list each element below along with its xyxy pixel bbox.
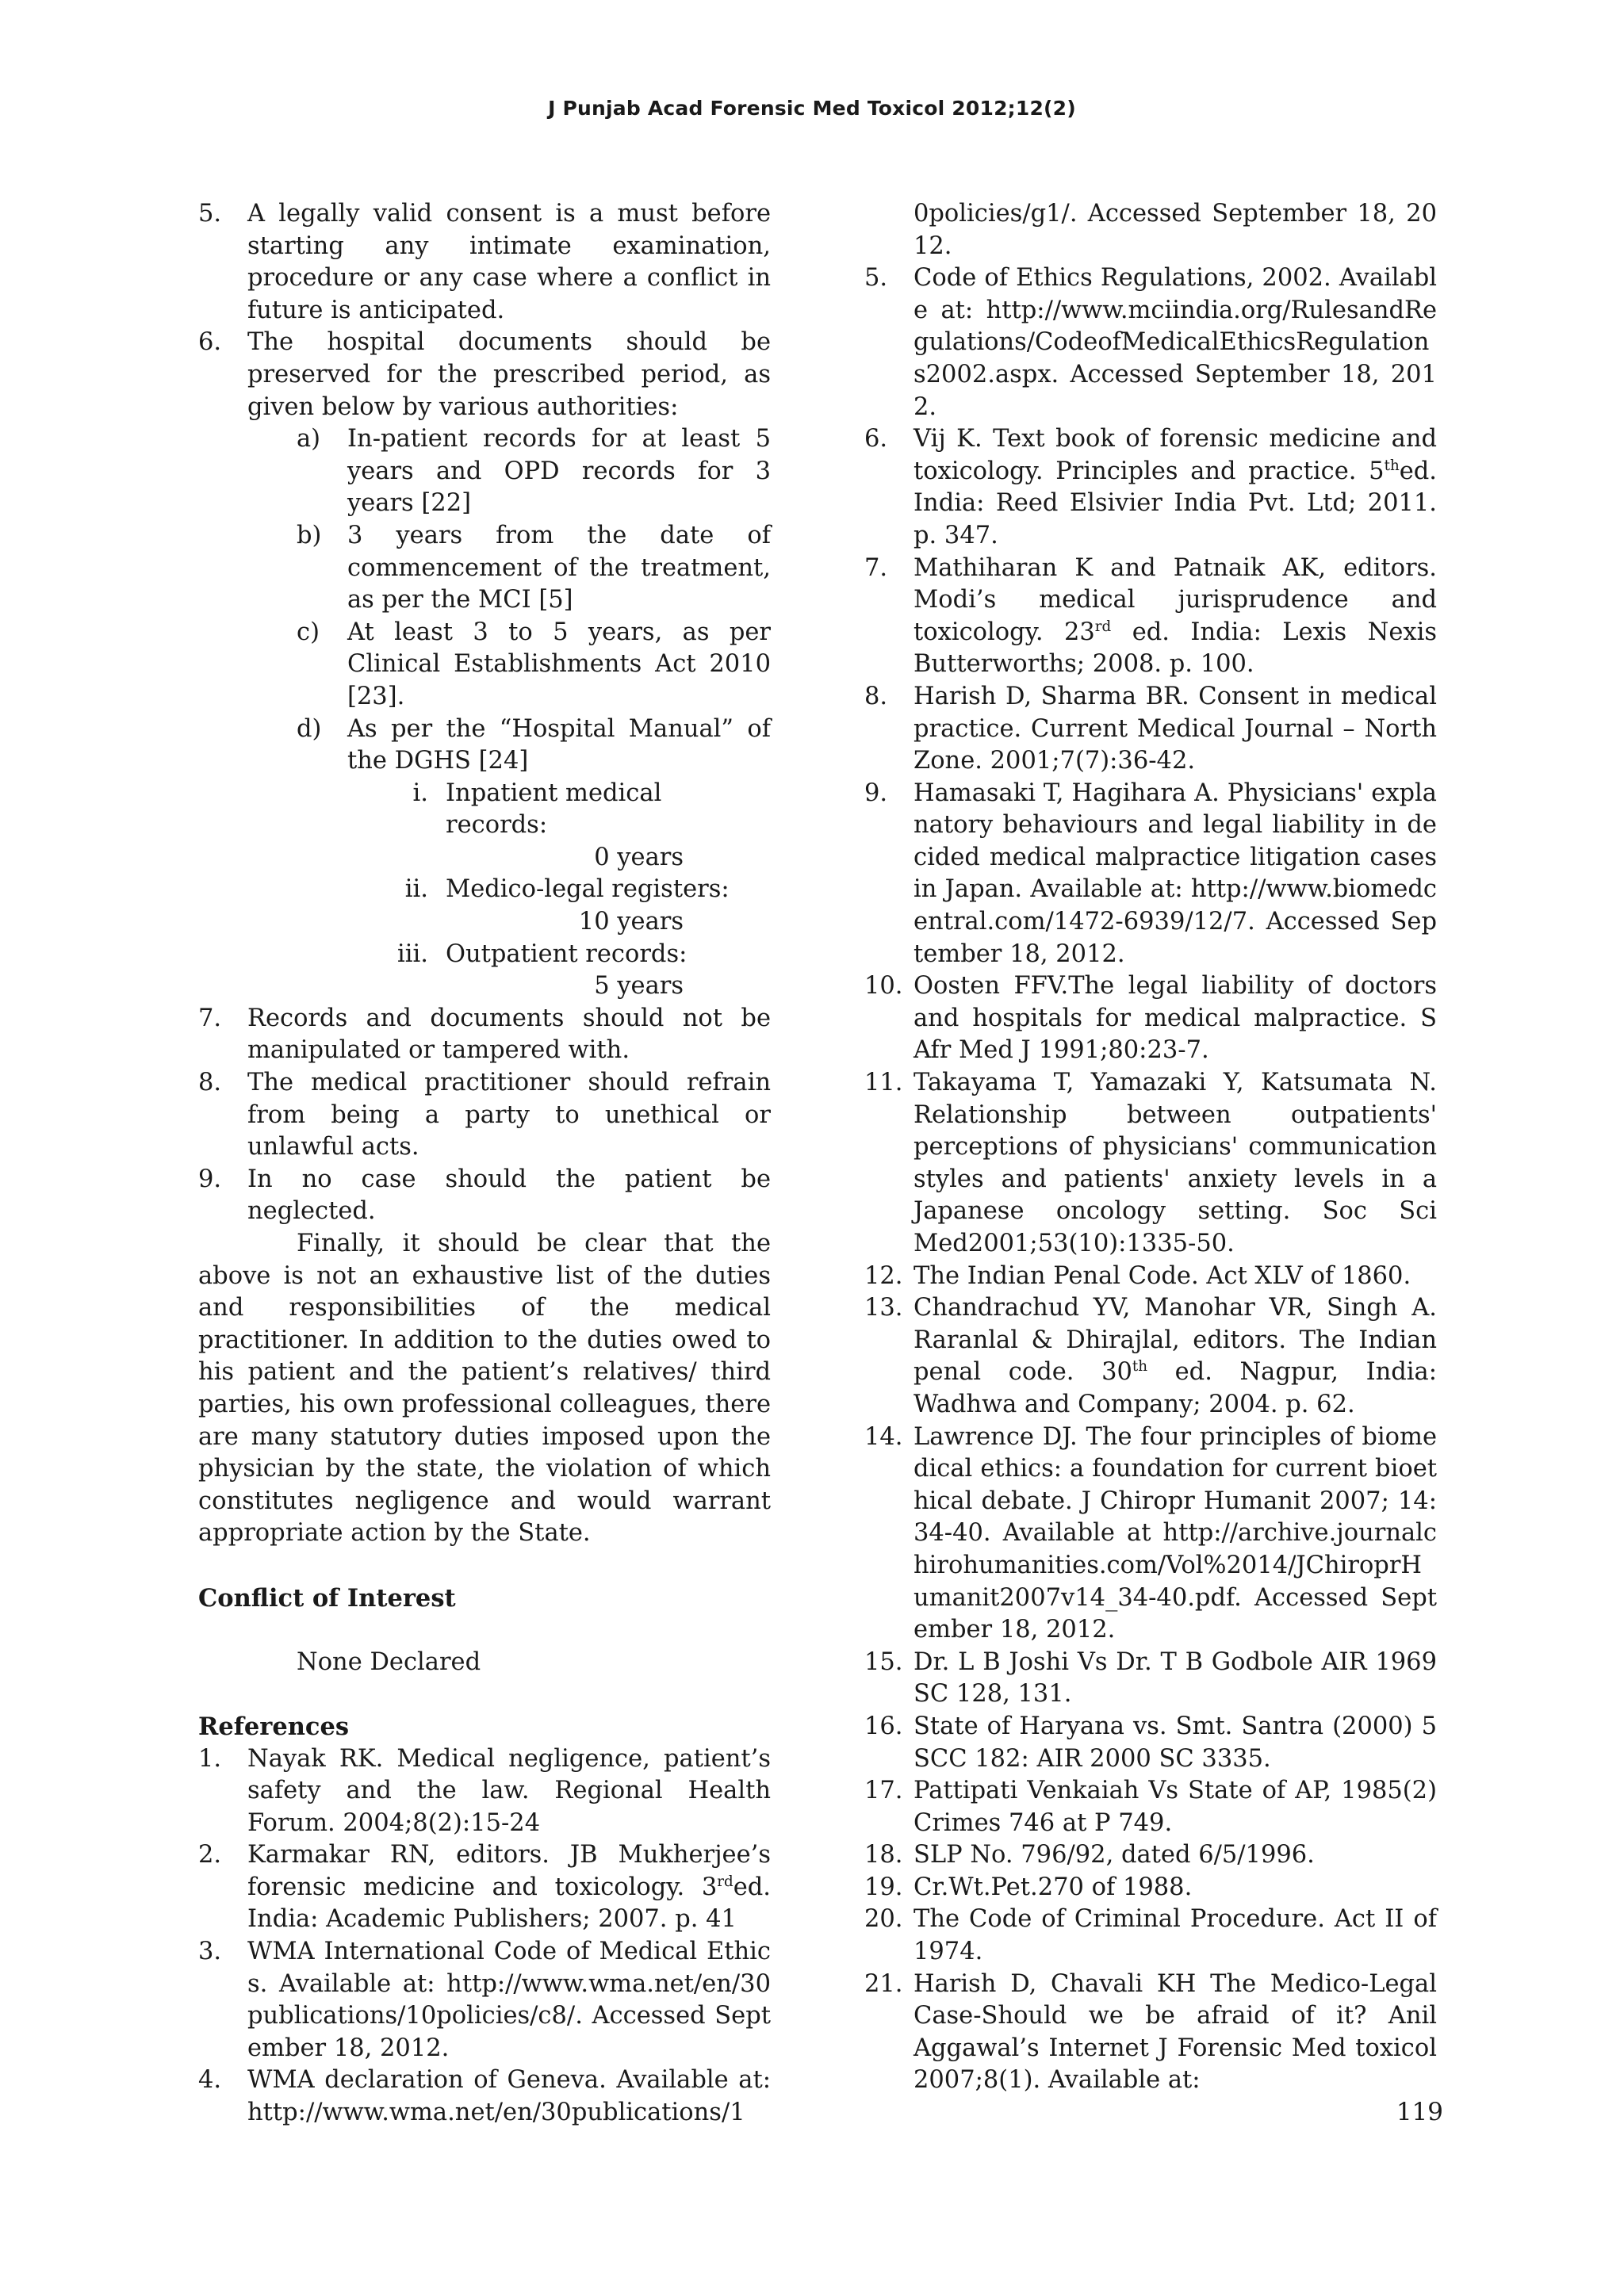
reference-superscript: rd [1094, 618, 1112, 635]
reference-item [864, 1292, 1437, 1421]
sub-item [198, 617, 771, 714]
references-heading: References [198, 1712, 350, 1741]
list-item [198, 1164, 771, 1228]
reference-text [914, 554, 1437, 679]
roman-numeral: ii. [404, 875, 428, 904]
retention-value: 0 years [594, 843, 684, 871]
reference-number: 3. [198, 1938, 222, 1966]
reference-number: 6. [864, 425, 888, 453]
reference-number: 11. [864, 1069, 903, 1097]
reference-item [864, 1261, 1437, 1293]
retention-value: 5 years [594, 972, 684, 1001]
reference-item [198, 2064, 771, 2129]
reference-text: Oosten FFV.The legal liability of doctors and hospitals for medical malpractice. S Afr Med J 1991;80:23-7. [914, 972, 1437, 1065]
reference-item [198, 1936, 771, 2064]
reference-number: 19. [864, 1873, 903, 1901]
retention-item [198, 778, 771, 874]
list-number: 5. [198, 200, 222, 228]
list-text: Records and documents should not be manipulated or tampered with. [247, 1004, 771, 1065]
sub-item [198, 423, 771, 520]
list-number: 7. [198, 1004, 222, 1032]
list-number: 9. [198, 1165, 222, 1193]
reference-text: Cr.Wt.Pet.270 of 1988. [914, 1873, 1193, 1901]
reference-item [864, 970, 1437, 1067]
journal-header: J Punjab Acad Forensic Med Toxicol 2012;12(2) [548, 97, 1076, 120]
reference-superscript: rd [717, 1873, 733, 1890]
list-number: 8. [198, 1069, 222, 1097]
reference-number: 9. [864, 779, 888, 807]
reference-text [247, 1841, 771, 1933]
list-item [198, 327, 771, 423]
reference-number: 1. [198, 1744, 222, 1773]
right-column [864, 198, 1437, 2097]
list-item [198, 198, 771, 327]
sub-text: In-patient records for at least 5 years and OPD records for 3 years [22] [347, 425, 771, 518]
closing-paragraph: Finally, it should be clear that the above is not an exhaustive list of the duties and responsibilities of the medical practitioner. In addition to the duties owed to his patient and the patient’s relatives/ third parties, his own professional colleagues, there are many statutory duties imposed upon the physician by the state, the violation of which constitutes negligence and would warrant appropriate action by the State. [198, 1230, 771, 1548]
roman-numeral: i. [412, 779, 428, 807]
reference-item [864, 1067, 1437, 1261]
reference-text-part: Vij K. Text book of forensic medicine and toxicology. Principles and practice. 5 [914, 425, 1437, 485]
reference-text: Dr. L B Joshi Vs Dr. T B Godbole AIR 1969 SC 128, 131. [914, 1647, 1437, 1709]
spacer [198, 1614, 771, 1647]
reference-number: 4. [198, 2066, 222, 2095]
reference-item [864, 1647, 1437, 1711]
reference-number: 8. [864, 682, 888, 710]
reference-number: 7. [864, 553, 888, 582]
reference-item [864, 1422, 1437, 1647]
conflict-of-interest-text: None Declared [297, 1647, 481, 1676]
reference-superscript: th [1132, 1358, 1148, 1376]
list-text: The hospital documents should be preserved for the prescribed period, as given below by various authorities: [247, 328, 771, 421]
reference-number: 17. [864, 1777, 903, 1805]
reference-text: Takayama T, Yamazaki Y, Katsumata N. Relationship between outpatients' perceptions of physicians' communication styles and patients' anxiety levels in a Japanese oncology setting. Soc Sci Med2001;53(10):1335-50. [914, 1069, 1437, 1257]
reference-number: 18. [864, 1841, 903, 1869]
reference-text: Harish D, Sharma BR. Consent in medical practice. Current Medical Journal – North Zone. 2001;7(7):36-42. [914, 682, 1437, 775]
reference-item [864, 1872, 1437, 1904]
list-text: A legally valid consent is a must before starting any intimate examination, procedure or any case where a conflict in future is anticipated. [247, 200, 771, 324]
reference-number: 13. [864, 1294, 903, 1322]
roman-numeral: iii. [397, 939, 428, 968]
reference-item [198, 1839, 771, 1936]
reference-item [864, 553, 1437, 681]
sub-letter: a) [297, 425, 321, 453]
reference-number: 12. [864, 1261, 903, 1290]
reference-text: The Code of Criminal Procedure. Act II of 1974. [914, 1905, 1437, 1966]
retention-label: Outpatient records: [446, 939, 688, 968]
reference-number: 15. [864, 1647, 903, 1676]
reference-item [864, 423, 1437, 552]
page-number: 119 [1396, 2098, 1443, 2126]
reference-text [914, 425, 1437, 549]
reference-text-part: Karmakar RN, editors. JB Mukherjee’s forensic medicine and toxicology. 3 [247, 1841, 771, 1901]
reference-text-part: Chandrachud YV, Manohar VR, Singh A. Raranlal & Dhirajlal, editors. The Indian penal code. 30 [914, 1294, 1437, 1387]
reference-text: Nayak RK. Medical negligence, patient’s safety and the law. Regional Health Forum. 2004;8(2):15-24 [247, 1744, 771, 1837]
reference-text-part: ed. India: Lexis Nexis Butterworths; 2008. p. 100. [914, 618, 1437, 679]
sub-item [198, 714, 771, 778]
reference-number: 16. [864, 1712, 903, 1740]
reference-number: 10. [864, 972, 903, 1001]
retention-label: Medico-legal registers: [446, 875, 730, 904]
sub-list [198, 423, 771, 778]
reference-text: Harish D, Chavali KH The Medico-Legal Case-Should we be afraid of it? Anil Aggawal’s Internet J Forensic Med toxicol 2007;8(1). Available at: [914, 1969, 1437, 2095]
sub-text: At least 3 to 5 years, as per Clinical Establishments Act 2010 [23]. [347, 618, 771, 710]
reference-text: 0policies/g1/. Accessed September 18, 2012. [914, 200, 1437, 260]
reference-item [864, 1969, 1437, 2097]
reference-text: Hamasaki T, Hagihara A. Physicians' explanatory behaviours and legal liability in decided medical malpractice litigation cases in Japan. Available at: http://www.biomedcentral.com/1472-6939/12/7. Accessed September 18, 2012. [914, 779, 1437, 968]
sub-text: 3 years from the date of commencement of the treatment, as per the MCI [5] [347, 521, 771, 614]
list-number: 6. [198, 328, 222, 357]
reference-number: 14. [864, 1422, 903, 1451]
reference-text: Lawrence DJ. The four principles of biomedical ethics: a foundation for current bioethical debate. J Chiropr Humanit 2007; 14:34-40. Available at http://archive.journalchirohumanities.com/Vol%2014/JChiroprHumanit2007v14_34-40.pdf. Accessed September 18, 2012. [914, 1422, 1437, 1644]
list-item [198, 1067, 771, 1164]
reference-text: The Indian Penal Code. Act XLV of 1860. [914, 1261, 1411, 1290]
references-list-right [864, 262, 1437, 2097]
reference-number: 2. [198, 1841, 222, 1869]
reference-text: Code of Ethics Regulations, 2002. Available at: http://www.mciindia.org/RulesandRegulations/CodeofMedicalEthicsRegulations2002.aspx. Accessed September 18, 2012. [914, 264, 1437, 421]
sub-letter: c) [297, 618, 320, 646]
list-text: The medical practitioner should refrain from being a party to unethical or unlawful acts. [247, 1069, 771, 1161]
references-list-left [198, 1743, 771, 2130]
reference-text: WMA declaration of Geneva. Available at: http://www.wma.net/en/30publications/1 [247, 2066, 771, 2127]
reference-text: SLP No. 796/92, dated 6/5/1996. [914, 1841, 1315, 1869]
conflict-of-interest-heading: Conflict of Interest [198, 1583, 456, 1613]
reference-text-part: ed. Nagpur, India: Wadhwa and Company; 2004. p. 62. [914, 1358, 1437, 1418]
sub-letter: b) [297, 521, 322, 549]
reference-continuation [864, 198, 1437, 262]
retention-item [198, 874, 771, 938]
list-items-top [198, 198, 771, 423]
reference-item [864, 1775, 1437, 1839]
reference-text: State of Haryana vs. Smt. Santra (2000) 5 SCC 182: AIR 2000 SC 3335. [914, 1712, 1437, 1773]
sub-text: As per the “Hospital Manual” of the DGHS [24] [347, 714, 771, 775]
reference-number: 20. [864, 1905, 903, 1934]
reference-item [864, 262, 1437, 423]
reference-number: 5. [864, 264, 888, 293]
sub-item [198, 520, 771, 617]
reference-item [864, 681, 1437, 778]
reference-item [864, 778, 1437, 971]
reference-number: 21. [864, 1969, 903, 1998]
list-item [198, 1003, 771, 1067]
reference-text [914, 1294, 1437, 1418]
reference-item [864, 1711, 1437, 1775]
reference-text: Pattipati Venkaiah Vs State of AP, 1985(2) Crimes 746 at P 749. [914, 1777, 1437, 1837]
reference-text: WMA International Code of Medical Ethics. Available at: http://www.wma.net/en/30publications/10policies/c8/. Accessed September 18, 2012. [247, 1938, 771, 2062]
reference-item [864, 1904, 1437, 1968]
retention-list [198, 778, 771, 1003]
reference-item [198, 1743, 771, 1840]
reference-text-part: ed. India: Academic Publishers; 2007. p. 41 [247, 1873, 771, 1934]
reference-text-part: Mathiharan K and Patnaik AK, editors. Modi’s medical jurisprudence and toxicology. 23 [914, 553, 1437, 646]
reference-item [864, 1839, 1437, 1872]
sub-letter: d) [297, 714, 322, 743]
reference-text-part: ed. India: Reed Elsivier India Pvt. Ltd; 2011. p. 347. [914, 457, 1437, 549]
reference-superscript: th [1384, 457, 1400, 474]
spacer [198, 1678, 771, 1711]
list-items-bottom [198, 1003, 771, 1228]
retention-value: 10 years [578, 908, 684, 936]
retention-label: Inpatient medical records: [446, 779, 662, 840]
list-text: In no case should the patient be neglected. [247, 1165, 771, 1226]
retention-item [198, 939, 771, 1003]
spacer [198, 1550, 771, 1582]
left-column [198, 198, 771, 2130]
